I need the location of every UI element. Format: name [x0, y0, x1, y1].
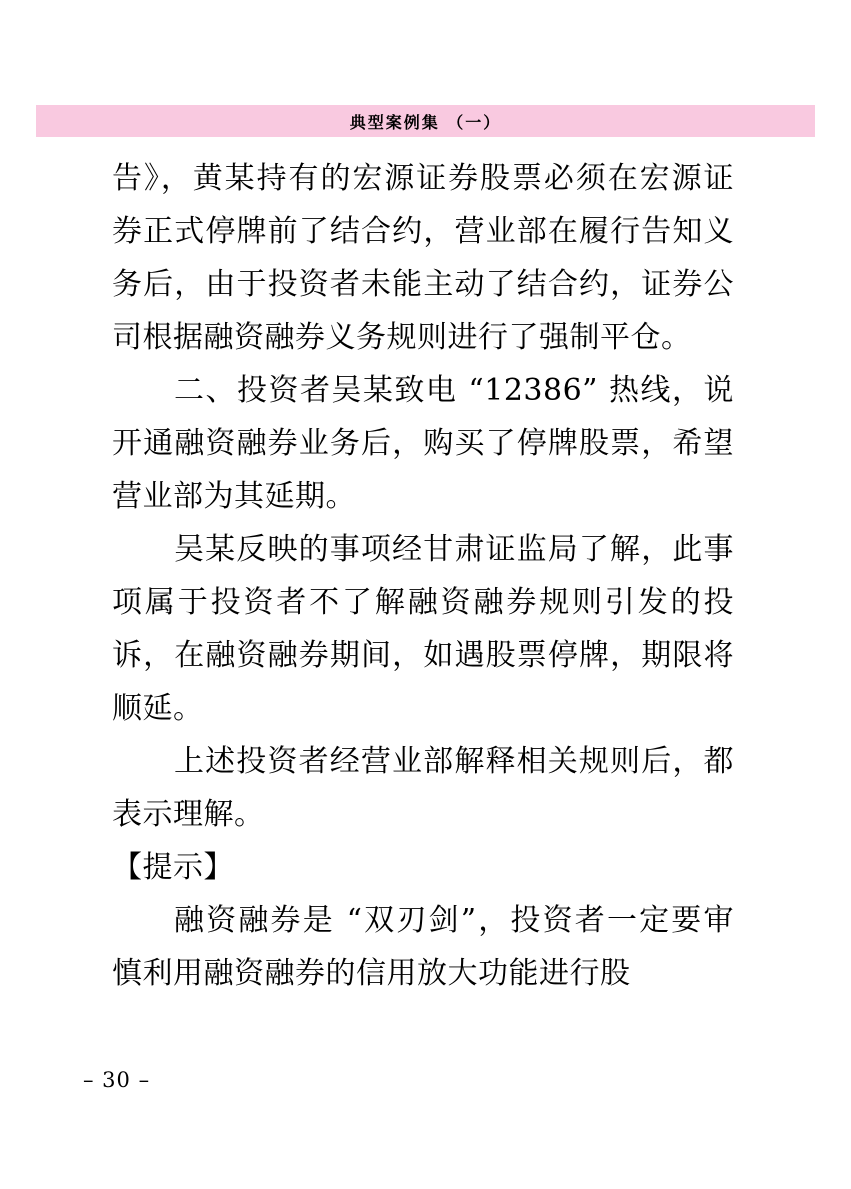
- section-heading-tip: 【提示】: [112, 850, 234, 885]
- paragraph-6: 融资融券是 “双刃剑”，投资者一定要审慎利用融资融券的信用放大功能进行股: [112, 903, 734, 991]
- page-header-band: [36, 105, 815, 137]
- document-body: [112, 152, 734, 1000]
- page-number: – 30 –: [83, 1068, 151, 1092]
- paragraph-3: 吴某反映的事项经甘肃证监局了解，此事项属于投资者不了解融资融券规则引发的投诉，在融资融券期间，如遇股票停牌，期限将顺延。: [112, 532, 734, 726]
- paragraph-2: 二、投资者吴某致电 “12386” 热线，说开通融资融券业务后，购买了停牌股票，希望营业部为其延期。: [112, 373, 734, 514]
- page-header-title: 典型案例集 （一）: [349, 112, 502, 132]
- paragraph-4: 上述投资者经营业部解释相关规则后，都表示理解。: [112, 744, 734, 832]
- paragraph-1: 告》，黄某持有的宏源证券股票必须在宏源证券正式停牌前了结合约，营业部在履行告知义务后，由于投资者未能主动了结合约，证券公司根据融资融券义务规则进行了强制平仓。: [112, 161, 734, 355]
